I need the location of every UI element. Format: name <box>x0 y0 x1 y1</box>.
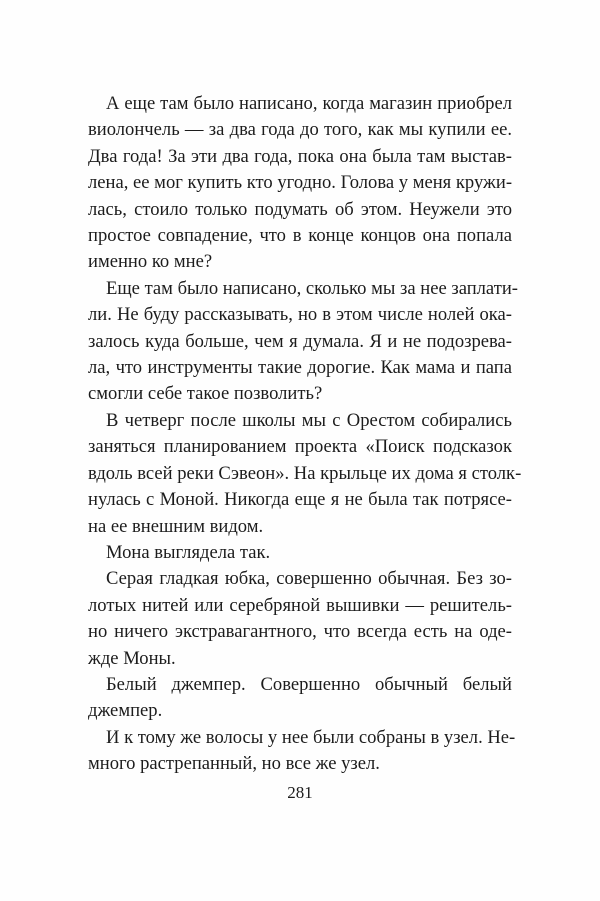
paragraph <box>88 672 512 725</box>
text-line: И к тому же волосы у нее были собраны в узел. Не- <box>106 726 516 748</box>
text-line: на ее внешним видом. <box>88 515 264 537</box>
paragraph <box>88 725 516 778</box>
text-line: Мона выглядела так. <box>106 541 271 563</box>
text-line: вдоль всей реки Сэвеон». На крыльце их дома я столк- <box>88 462 522 484</box>
body-text <box>88 91 522 778</box>
text-line: джемпер. <box>88 700 163 722</box>
page-number: 281 <box>287 783 313 802</box>
text-line: много растрепанный, но все же узел. <box>88 753 380 775</box>
text-line: виолончель — за два года до того, как мы купили ее. <box>88 119 512 141</box>
text-line: Серая гладкая юбка, совершенно обычная. Без зо- <box>106 568 512 590</box>
paragraph <box>88 408 522 540</box>
text-line: Два года! За эти два года, пока она была там выстав- <box>88 145 512 167</box>
text-line: ли. Не буду рассказывать, но в этом числе нолей ока- <box>88 304 512 326</box>
text-line: нулась с Моной. Никогда еще я не была так потрясе- <box>88 489 512 511</box>
text-line: лотых нитей или серебряной вышивки — решитель- <box>88 594 512 616</box>
text-line: лена, ее мог купить кто угодно. Голова у меня кружи- <box>88 172 513 194</box>
text-line: лась, стоило только подумать об этом. Неужели это <box>88 198 512 220</box>
text-line: А еще там было написано, когда магазин приобрел <box>106 93 512 114</box>
text-line: залось куда больше, чем я думала. Я и не подозрева- <box>88 330 512 352</box>
text-line: Еще там было написано, сколько мы за нее заплати- <box>106 277 518 299</box>
text-line: но ничего экстравагантного, что всегда есть на оде- <box>88 621 512 643</box>
paragraph <box>88 276 518 408</box>
paragraph <box>88 566 512 672</box>
text-line: смогли себе такое позволить? <box>88 383 323 405</box>
text-line: В четверг после школы мы с Орестом собирались <box>106 409 512 431</box>
text-line: жде Моны. <box>88 647 176 669</box>
text-line: ла, что инструменты такие дорогие. Как мама и папа <box>88 357 512 379</box>
text-line: заняться планированием проекта «Поиск подсказок <box>88 436 512 458</box>
text-line: простое совпадение, что в конце концов она попала <box>88 225 512 247</box>
paragraph <box>88 540 512 566</box>
text-line: Белый джемпер. Совершенно обычный белый <box>106 673 512 695</box>
paragraph <box>88 91 512 276</box>
text-line: именно ко мне? <box>88 251 213 273</box>
